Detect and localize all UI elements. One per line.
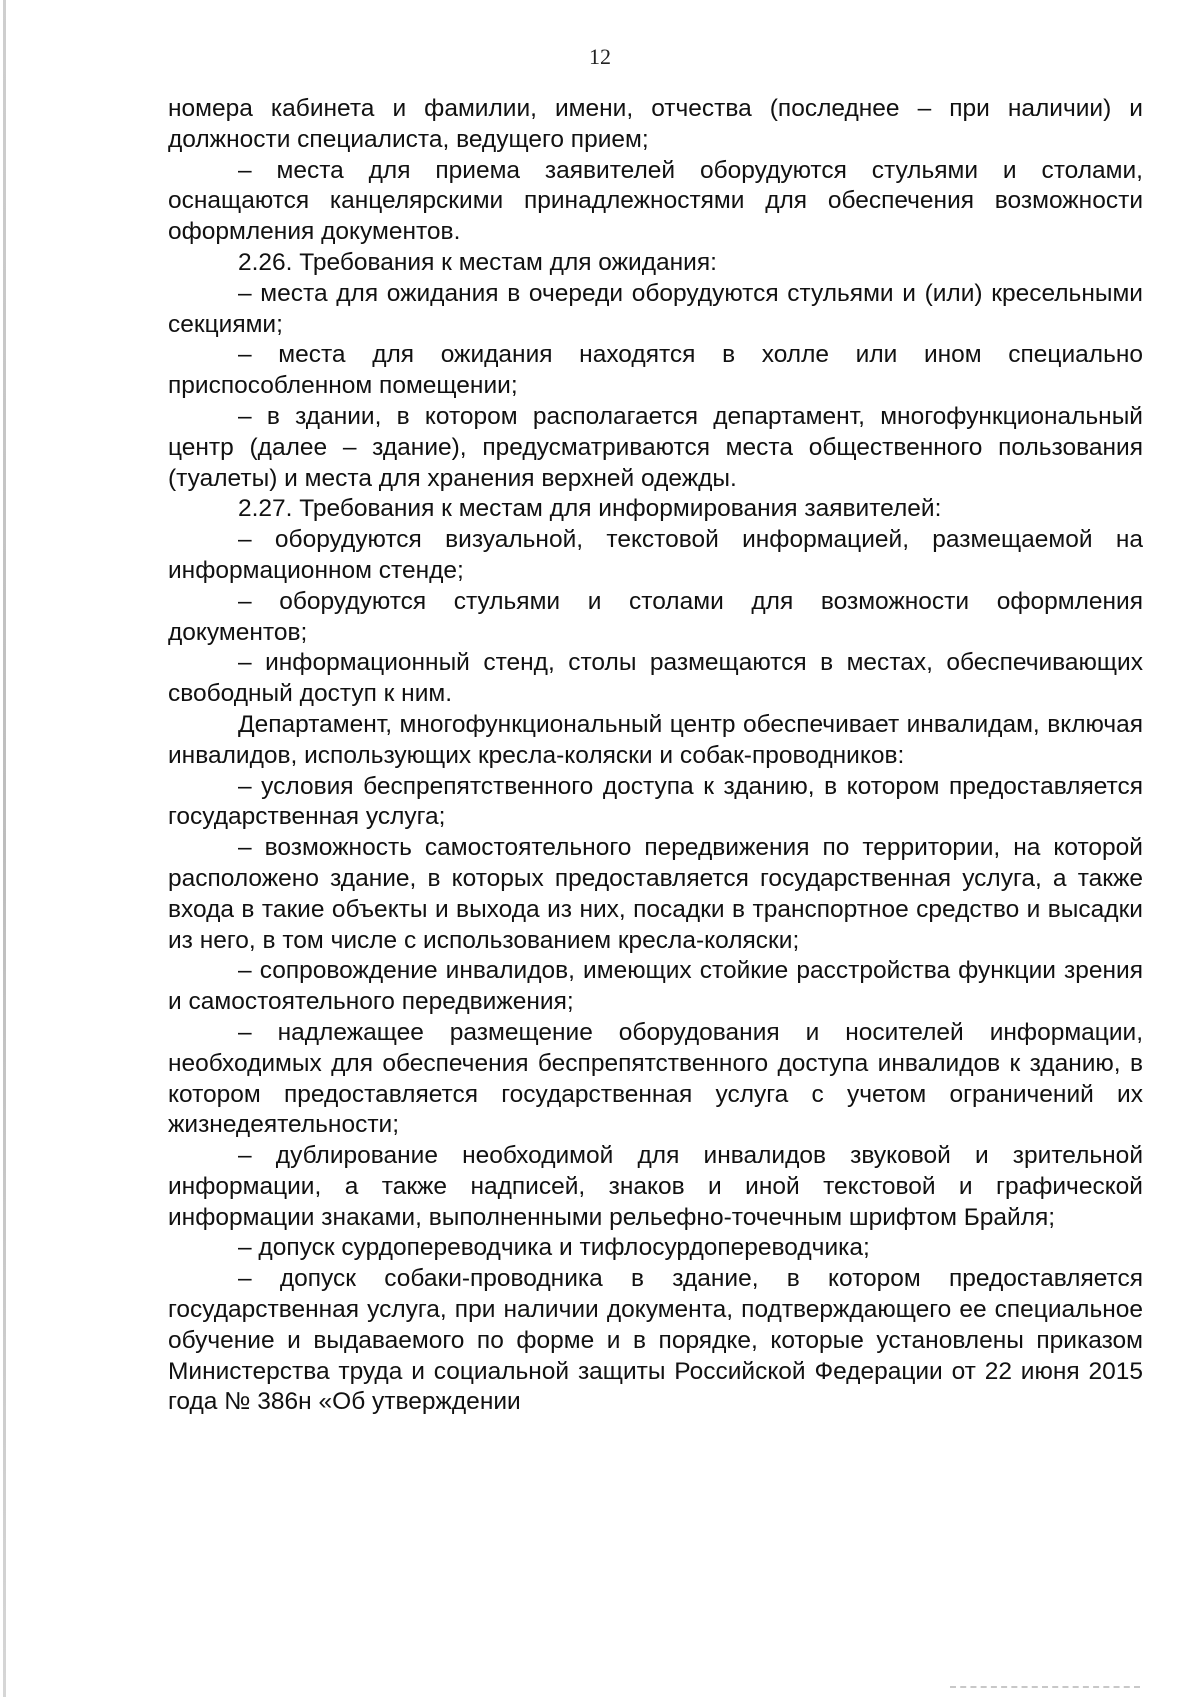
scan-margin-line bbox=[3, 0, 6, 1697]
document-body bbox=[168, 94, 1143, 1418]
paragraph: – условия беспрепятственного доступа к зданию, в котором предоставляется государственная услуга; bbox=[168, 772, 1143, 831]
paragraph: Департамент, многофункциональный центр обеспечивает инвалидам, включая инвалидов, использующих кресла-коляски и собак-проводников: bbox=[168, 710, 1143, 769]
paragraph: – надлежащее размещение оборудования и носителей информации, необходимых для обеспечения беспрепятственного доступа инвалидов к зданию, в котором предоставляется государственная услуга с учетом ограничений их жизнедеятельности; bbox=[168, 1018, 1143, 1139]
paragraph: – допуск собаки-проводника в здание, в котором предоставляется государственная услуга, при наличии документа, подтверждающего ее специальное обучение и выдаваемого по форме и в порядке, которые установлены приказом Министерства труда и социальной защиты Российской Федерации от 22 июня 2015 года № 386н «Об утверждении bbox=[168, 1265, 1143, 1416]
paragraph: номера кабинета и фамилии, имени, отчества (последнее – при наличии) и должности специалиста, ведущего прием; bbox=[168, 95, 1143, 153]
paragraph: – оборудуются стульями и столами для возможности оформления документов; bbox=[168, 587, 1143, 646]
paragraph: – оборудуются визуальной, текстовой информацией, размещаемой на информационном стенде; bbox=[168, 526, 1143, 584]
paragraph: – места для ожидания в очереди оборудуются стульями и (или) кресельными секциями; bbox=[168, 279, 1143, 338]
paragraph: – места для ожидания находятся в холле или ином специально приспособленном помещении; bbox=[168, 341, 1143, 400]
paragraph: – дублирование необходимой для инвалидов звуковой и зрительной информации, а также надписей, знаков и иной текстовой и графической информации знаками, выполненными рельефно-точечным шрифтом Брайля; bbox=[168, 1142, 1143, 1231]
paragraph: – места для приема заявителей оборудуются стульями и столами, оснащаются канцелярскими принадлежностями для обеспечения возможности оформления документов. bbox=[168, 156, 1143, 246]
section-heading-2-27: 2.27. Требования к местам для информирования заявителей: bbox=[238, 495, 942, 523]
paragraph: – информационный стенд, столы размещаются в местах, обеспечивающих свободный доступ к ним. bbox=[168, 649, 1143, 708]
paragraph: – в здании, в котором располагается департамент, многофункциональный центр (далее – здание), предусматриваются места общественного пользования (туалеты) и места для хранения верхней одежды. bbox=[168, 402, 1143, 492]
section-heading-2-26: 2.26. Требования к местам для ожидания: bbox=[238, 248, 717, 276]
paragraph: – сопровождение инвалидов, имеющих стойкие расстройства функции зрения и самостоятельного передвижения; bbox=[168, 957, 1143, 1016]
paragraph: – возможность самостоятельного передвижения по территории, на которой расположено здание, в которых предоставляется государственная услуга, а также входа в такие объекты и выхода из них, посадки в транспортное средство и высадки из него, в том числе с использованием кресла-коляски; bbox=[168, 834, 1143, 954]
scan-edge-artifact bbox=[950, 1686, 1140, 1691]
page-number: 12 bbox=[589, 44, 611, 69]
paragraph: – допуск сурдопереводчика и тифлосурдопереводчика; bbox=[238, 1234, 870, 1262]
